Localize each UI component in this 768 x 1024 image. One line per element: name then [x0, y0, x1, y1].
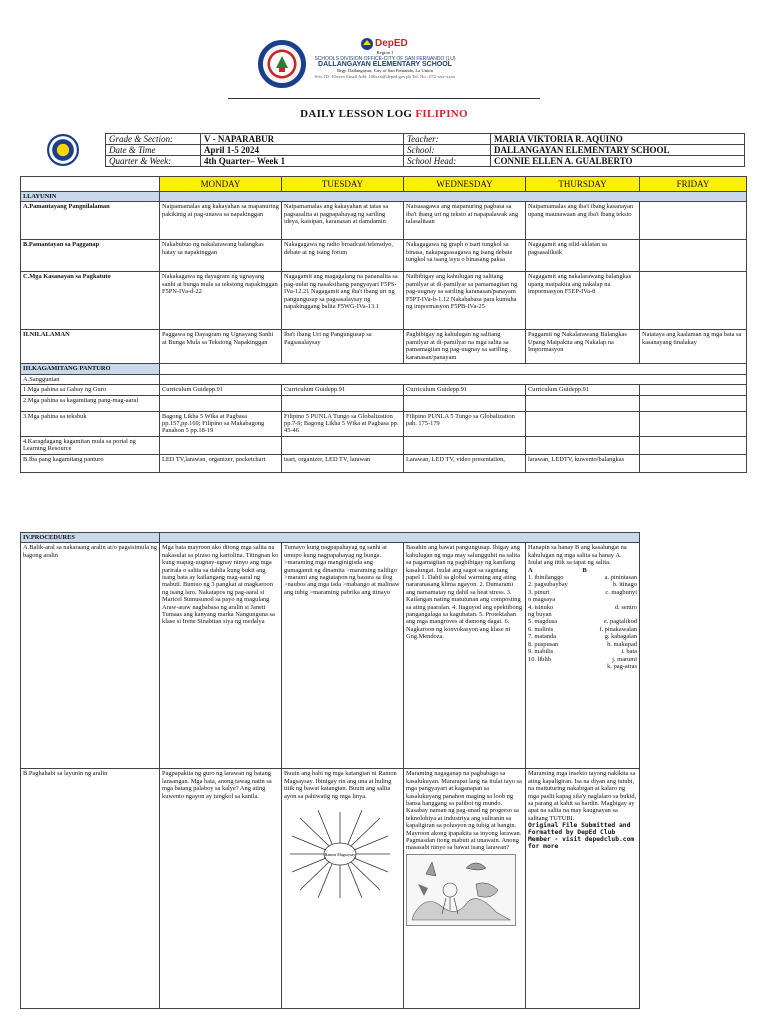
- cell-b-mon: Nakabubuo ng nakalarawang balangkas batay sa napakinggan: [160, 240, 282, 272]
- matching-term: o magsaya: [528, 596, 556, 604]
- matching-term: 2. pagsubaybay: [528, 581, 568, 589]
- matching-term: 3. pinuri: [528, 588, 550, 596]
- row-label-kasanayan: C.Mga Kasanayan sa Pagkatuto: [21, 272, 160, 330]
- cell-nilalaman-mon: Paggawa ng Dayagram ng Ugnayang Sanhi at Bunga Mula sa Tekstong Napakinggan: [160, 330, 282, 364]
- row-label-nilalaman: II.NILALAMAN: [21, 330, 160, 364]
- word-web-diagram: [284, 804, 396, 904]
- matching-pair: [528, 604, 637, 611]
- date-value: April 1-5 2024: [201, 145, 404, 156]
- cell-a-thu: Naipamamalas ang iba't ibang kasanayan upang maunawaan ang iba't ibang teksto: [526, 202, 640, 240]
- cell-c-wed: Naibibigay ang kahulugan ng salitang pamilyar at di-pamilyar sa pamamagitan ng pag-uugnay sa sariling karanasan/panayam F5PT-IVa-b-1.12 Nakababasa para kumuha ng impormasyon F5PB-IVa-25: [404, 272, 526, 330]
- cell-nilalaman-tue: Iba't ibang Uri ng Pangungusap sa Pagsasalaysay: [282, 330, 404, 364]
- matching-term: 8. puspusan: [528, 640, 559, 648]
- matching-term: 7. matanda: [528, 633, 557, 641]
- cell-guro-fri: [640, 385, 747, 395]
- matching-answer: [588, 596, 637, 603]
- grade-value: V - NAPARABUR: [201, 134, 404, 145]
- cell-c-tue: Nagagamit ang magagalang na pananalita sa pag-uulat ng nasaksihang pangyayari F5PS-IVa-12.21 Nagagamit ang iba't ibang uri ng pangungusap sa pagsasalaysay ng napakinggang balita F5WG-IVa-13.1: [282, 272, 404, 330]
- row-label-sanggunian: A.Sanggunian: [21, 374, 160, 384]
- matching-col-b: B: [582, 566, 587, 574]
- sanggunian-fill: [160, 374, 747, 384]
- cell-teksbuk-mon: Bagong Likha 5 Wika at Pagbasa pp.157,pp.169; Filipino sa Makabagong Panahon 5 pp.18-19: [160, 411, 282, 436]
- matching-col-a: A: [528, 566, 533, 574]
- matching-pair: [528, 581, 637, 588]
- cell-paghahabi-wed: [404, 769, 526, 1009]
- cell-guro-tue: Curriculum Guidepp.91: [282, 385, 404, 395]
- cell-teksbuk-thu: [526, 411, 640, 436]
- cell-balik-aral-wed: Basahin ang bawat pangungusap. Ibigay ang kahulugan ng mga may salungguhit na salita sa pagamagitan ng pagbibigay ng kanilang kasalungat. Isulat ang sagot sa sagutang papel 1. Dahil sa global warming ang ating nararanasang klima ngayon. 2. Dumarami ang namamatay ng dahil sa heat stress. 3. Kailangan nating matutunan ang composting sa ating paaralan. 4. Itaguyod ang epektibong pangangalaga sa kagubatan. 5. Protektahan ang mga mangroves at damong dagat. 6. Nagkaroon ng konvokasyon ang klase ni Gng.Mendoza.: [404, 543, 526, 769]
- matching-pair: [528, 611, 637, 618]
- matching-pair: [528, 648, 637, 655]
- school-label: School:: [404, 145, 491, 156]
- matching-term: 9. mabilis: [528, 648, 554, 656]
- cell-paghahabi-thu: [526, 769, 640, 1009]
- cell-balik-aral-thu: [526, 543, 640, 769]
- row-label-teksbuk: 3.Mga pahina sa teksbuk: [21, 411, 160, 436]
- word-web-center-label: Ramon Magsaysay: [324, 852, 356, 858]
- title-accent: FILIPINO: [415, 108, 468, 120]
- section-layunin-fill: [160, 192, 747, 202]
- school-head-label: School Head:: [404, 156, 491, 167]
- date-label: Date & Time: [106, 145, 201, 156]
- matching-pair: [528, 641, 637, 648]
- matching-term: 1. ibinilanggo: [528, 574, 564, 582]
- cell-b-thu: Nagagamit ang silid-aklatan sa pagsasaliksik: [526, 240, 640, 272]
- row-label-gabay-guro: 1.Mga pahina sa Gabay ng Guro: [21, 385, 160, 395]
- row-label-paghahabi: B.Paghahabi sa layunin ng aralin: [21, 769, 160, 1009]
- row-label-pamantayan-pagganap: B.Pamantayan sa Pagganap: [21, 240, 160, 272]
- corner-cell: [21, 177, 160, 192]
- day-header-monday: MONDAY: [160, 177, 282, 192]
- cell-guro-mon: Curriculum Guidepp.91: [160, 385, 282, 395]
- school-head-value: CONNIE ELLEN A. GUALBERTO: [491, 156, 745, 167]
- pollution-illustration: [406, 854, 516, 926]
- cell-guro-wed: Curriculum Guidepp.91: [404, 385, 526, 395]
- matching-pair: [528, 663, 637, 670]
- row-label-balik-aral: A.Balik-aral sa nakaraang aralin at/o pagsisimula ng bagong aralin: [21, 543, 160, 769]
- info-table: [105, 133, 745, 167]
- teacher-label: Teacher:: [404, 134, 491, 145]
- cell-nilalaman-wed: Pagbibigay ng kahulugan ng salitang pamilyar at di-pamilyar na mga salita sa pamamagitan ng pag-uugnay sa sariling karanasan/panayam: [404, 330, 526, 364]
- section-layunin: I.LAYUNIN: [21, 192, 160, 202]
- deped-wordmark: DepED: [375, 38, 408, 49]
- matching-pair: [528, 574, 637, 581]
- region-text: Region 1: [376, 50, 394, 55]
- matching-answer: [588, 611, 637, 618]
- matching-answer: e. pagtalikod: [603, 618, 637, 626]
- school-value: DALLANGAYAN ELEMENTARY SCHOOL: [491, 145, 745, 156]
- paghahabi-wed-text: Maraming nagaganap na pagbabago sa kasalukuyan. Mararapat lang na itulat tayo sa mga pangyayari at kaganapan sa kasalukuyang panahon maging sa loob ng bansa hanggang sa palibot ng mundo. Kasabay naman ng pag-unad ng progreso sa teknolohiya at industriya ang suliranin sa kapaligiran sa polusyon ng tubig at hangin. Mayroon akong ipapakita sa inyong larawan. Pagmasdan itong mabuti at unawain. Anong masasabi ninyo sa bawat isang larawan?: [406, 770, 522, 852]
- row-label-pamantayang-pangnilalaman: A.Pamantayang Pangnilalaman: [21, 202, 160, 240]
- school-seal-logo: [258, 40, 306, 88]
- cell-guro-thu: Curriculum Guidepp.91: [526, 385, 640, 395]
- matching-list: [528, 574, 637, 670]
- school-header: [300, 50, 470, 80]
- grade-label: Grade & Section:: [106, 134, 201, 145]
- cell-a-tue: Naipamamalas ang kakayahan at tatas sa pagsasalita at pagpapahayag ng sariling ideya, kaisipan, karanasan at damdamin: [282, 202, 404, 240]
- matching-answer: f. pinakawalan: [599, 625, 637, 633]
- matching-answer: h. makupad: [607, 640, 637, 648]
- matching-term: 4. isinuko: [528, 603, 554, 611]
- matching-answer: b. itinago: [612, 581, 637, 589]
- cell-c-mon: Nakakagawa ng dayagram ng ugnayang sanhi at bunga mula sa tekstong napakinggan F5PN-IVa-d-22: [160, 272, 282, 330]
- section-procedures-fill: [160, 533, 640, 543]
- matching-pair: [528, 596, 637, 603]
- lesson-grid-objectives: [20, 176, 747, 473]
- quarter-label: Quarter & Week:: [106, 156, 201, 167]
- cell-c-fri: [640, 272, 747, 330]
- cell-paghahabi-mon: Pagpapakita ng guro ng larawan ng batang lansangan. Mga bata, anong tawag natin sa mga batang palaboy sa kalye? Ang ating kuwento ngayon ay tungkol sa kanila.: [160, 769, 282, 1009]
- matching-term: 5. magdusa: [528, 618, 558, 626]
- row-label-iba-pang-kagamitan: B.Iba pang kagamitang panturo: [21, 454, 160, 472]
- cell-balik-aral-mon: Mga bata mayroon ako ditong mga salita na nakasulat sa piraso ng kartolina. Titingnan ko kung mapag-uugnay-ugnay ninyo ang mga parirala o salita sa dahlia kung bukit ang isang bata ay kailangang mag-aaral ng mabuti. Bumuo ng 3 pangkat at magkaroon ng isang laro. Nakatapos ng pag-aaral si Maricel Sumusunod sa payo ng magulang Araw-araw nagbabasa ng aralin si Janett Tumaas ang kanyang marka Nangunguna sa klase si Irene Sinabitan siya ng medalya: [160, 543, 282, 769]
- cell-nilalaman-thu: Paggamit ng Nakalarawang Balangkas Upang Maipakita ang Nakalap na Impormasyon: [526, 330, 640, 364]
- division-office-text: SCHOOLS DIVISION OFFICE-CITY OF SAN FERNANDO (LU): [314, 56, 456, 62]
- day-header-thursday: THURSDAY: [526, 177, 640, 192]
- matching-term: ng buyan: [528, 611, 552, 619]
- matching-answer: j. marumi: [612, 655, 637, 663]
- matching-pair: [528, 626, 637, 633]
- habi-instructions: Buuin ang habi ng mga katangian ni Ramon Magsaysay. Ibinigay rin ang una at huling titik ng bawat katangian. Buuin ang salita ayon sa pahiwatig ng mga linya.: [284, 770, 397, 800]
- cell-iba-wed: Larawan, LED TV, video presentation,: [404, 454, 526, 472]
- matching-answer: c. magbunyi: [605, 588, 637, 596]
- cell-iba-tue: tsart, organizer, LED TV, larawan: [282, 454, 404, 472]
- cell-iba-fri: [640, 454, 747, 472]
- day-header-friday: FRIDAY: [640, 177, 747, 192]
- matching-answer: i. bata: [621, 648, 637, 656]
- cell-iba-mon: LED TV,larawan, organizer, pocketchart: [160, 454, 282, 472]
- cell-a-fri: [640, 202, 747, 240]
- paghahabi-thu-text: Maraming mga insekto tayong nakikita sa ating kapaligiran. Isa na diyan ang tutubi, na maituturing nakabigan at kalaro ng mga paslit kapag sila'y naglalaro sa bukid, sa parang at kahit sa hardin. Magbigay ay apat na salita na may kaugnayan sa salitang TUTUBI.: [528, 770, 637, 822]
- cell-teksbuk-tue: Filipino 5 PUNLA Tungo sa Globalization pp.7-9; Bagong Likha 5 Wika at Pagbasa pp. 45-46: [282, 411, 404, 436]
- matching-answer: k. pag-atras: [607, 662, 637, 670]
- day-header-tuesday: TUESDAY: [282, 177, 404, 192]
- cell-paghahabi-tue: [282, 769, 404, 1009]
- cell-nilalaman-fri: Natataya ang kaalaman ng mga bata sa kasanayang tinalakay: [640, 330, 747, 364]
- cell-b-fri: [640, 240, 747, 272]
- cell-b-tue: Nakagagawa ng radio broadcast/teleradyo, debate at ng isang forum: [282, 240, 404, 272]
- matching-pair: [528, 618, 637, 625]
- header-divider: [228, 98, 540, 99]
- cell-balik-aral-tue: Tumayo kung nagpapahayag ng sanhi at umupo kung nagpapahayag ng bunga. >maraming mga manginigisda ang gumagamit ng dinamita >maraming naliligo >marami ang nagtatapon ng basura sa ilog >naubos ang mga isda >mabango at malinaw ang tubig >maraming pabrika ang itinayo: [282, 543, 404, 769]
- title-main: DAILY LESSON LOG: [300, 108, 413, 120]
- matching-pair: [528, 656, 637, 663]
- day-header-wednesday: WEDNESDAY: [404, 177, 526, 192]
- matching-instructions: Hanapin sa hanay B ang kasalungat na kahulugan ng mga salita sa hanay A. Isulat ang titik sa tapat ng salita.: [528, 544, 627, 567]
- quarter-value: 4th Quarter– Week 1: [201, 156, 404, 167]
- school-name-text: DALLANGAYAN ELEMENTARY SCHOOL: [318, 61, 452, 68]
- cell-c-thu: Nagagamit ang nakalarawang balangkas upang maipakita ang nakalap na impormasyon F5EP-IVa-8: [526, 272, 640, 330]
- matching-term: 10. liblib: [528, 655, 552, 663]
- page-title: [0, 108, 768, 120]
- lesson-grid-procedures: [20, 532, 747, 1009]
- cell-a-wed: Naisasagawa ang mapanuring pagbasa sa iba't ibang uri ng teksto at napapalawak ang talasalitaan: [404, 202, 526, 240]
- cell-teksbuk-fri: [640, 411, 747, 436]
- address-text: Brgy. Dallangayan, City of San Fernando, La Union: [337, 68, 433, 73]
- section-kagamitang-panturo: III.KAGAMITANG PANTURO: [21, 364, 160, 374]
- matching-answer: g. kabagalan: [604, 633, 637, 641]
- matching-answer: d. sentro: [614, 603, 637, 611]
- deped-logo: [360, 37, 410, 51]
- depedclub-note: Original File Submitted and Formatted by DepEd Club Member - visit depedclub.com for more: [528, 822, 635, 851]
- matching-answer: a. pinintasan: [604, 574, 637, 582]
- matching-pair: [528, 633, 637, 640]
- cell-a-mon: Naipamamalas ang kakayahan sa mapanuring pakikinig at pag-unawa sa napakinggan: [160, 202, 282, 240]
- matching-term: 6. malinis: [528, 625, 554, 633]
- teacher-value: MARIA VIKTORIA R. AQUINO: [491, 134, 745, 145]
- section-kagamitang-fill: [160, 364, 747, 374]
- row-label-karagdagang-kagamitan: 4.Karagdagang kagamitan mula sa portal ng Learning Resource: [21, 436, 160, 454]
- matching-term: [528, 663, 588, 670]
- cell-iba-thu: larawan, LEDTV, kuwento/balangkas: [526, 454, 640, 472]
- section-procedures: IV.PROCEDURES: [21, 533, 160, 543]
- cell-teksbuk-wed: Filipino PUNLA 5 Tungo sa Globalization pah. 175-179: [404, 411, 526, 436]
- deped-seal-icon: [47, 134, 79, 166]
- cell-b-wed: Nakagagawa ng graph o tsart tungkol sa binasa, nakapagsasagawa ng isang debate tungkol sa isang isyu o binasang paksa: [404, 240, 526, 272]
- matching-pair: [528, 589, 637, 596]
- contact-text: Sch. ID: 10xxxx Email Add: 100xxx@deped.gov.ph Tel. No.: 072-xxx-xxxx: [314, 74, 456, 79]
- row-label-kagamitang-mag-aaral: 2.Mga pahina sa kagamitang pang-mag-aaral: [21, 395, 160, 411]
